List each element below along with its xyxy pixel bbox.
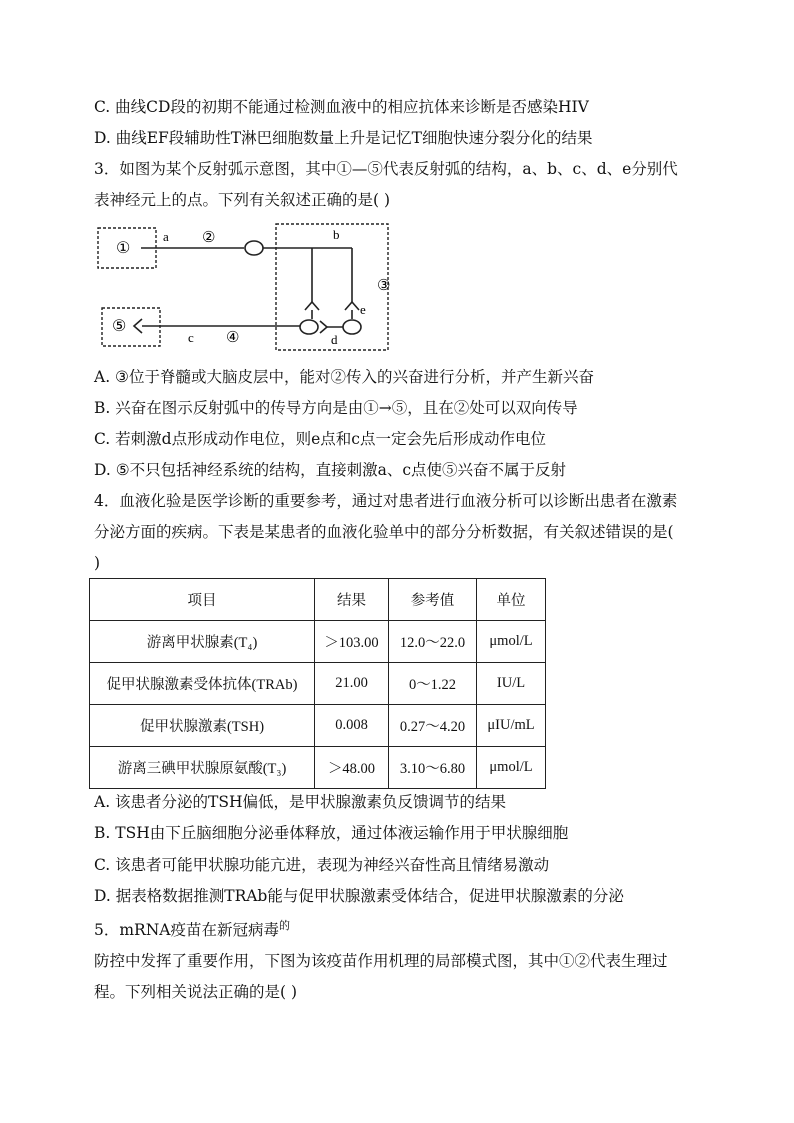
label-1: ①	[116, 240, 131, 257]
q4-option-c: C. 该患者可能甲状腺功能亢进，表现为神经兴奋性高且情绪易激动	[94, 856, 550, 874]
header-reference: 参考值	[389, 579, 477, 621]
cell-result: ＞103.00	[315, 621, 389, 663]
table-row	[90, 747, 546, 789]
header-unit: 单位	[477, 579, 546, 621]
cell-result: 21.00	[315, 663, 389, 705]
q4-option-d: D. 据表格数据推测TRAb能与促甲状腺激素受体结合，促进甲状腺激素的分泌	[94, 887, 624, 905]
q2-option-c: C. 曲线CD段的初期不能通过检测血液中的相应抗体来诊断是否感染HIV	[94, 98, 589, 116]
q5-stem-text: 5．mRNA疫苗在新冠病毒	[94, 921, 279, 939]
q3-stem-line2: 表神经元上的点。下列有关叙述正确的是( )	[94, 191, 391, 209]
q3-option-b: B. 兴奋在图示反射弧中的传导方向是由①→⑤，且在②处可以双向传导	[94, 399, 578, 417]
cell-unit: IU/L	[477, 663, 546, 705]
effector-box	[102, 308, 160, 346]
q5-stem-line1	[94, 920, 290, 942]
q5-stem-line2: 防控中发挥了重要作用，下图为该疫苗作用机理的局部模式图，其中①②代表生理过	[94, 952, 668, 970]
label-b: b	[333, 227, 340, 242]
label-2: ②	[202, 230, 216, 246]
label-d: d	[331, 332, 338, 347]
table-row	[90, 621, 546, 663]
q3-stem-line1: 3．如图为某个反射弧示意图，其中①—⑤代表反射弧的结构，a、b、c、d、e分别代	[94, 160, 678, 178]
q5-stem-superscript: 的	[279, 919, 290, 932]
q4-option-b: B. TSH由下丘脑细胞分泌垂体释放，通过体液运输作用于甲状腺细胞	[94, 824, 569, 842]
q4-stem-line3: )	[94, 554, 101, 572]
q3-option-a: A. ③位于脊髓或大脑皮层中，能对②传入的兴奋进行分析，并产生新兴奋	[94, 368, 594, 386]
cell-reference: 0.27～4.20	[389, 705, 477, 747]
cell-item: 游离甲状腺素(T₄)	[90, 621, 315, 663]
q5-stem-line3: 程。下列相关说法正确的是( )	[94, 983, 298, 1001]
afferent-cell-body	[245, 241, 263, 255]
cell-result: 0.008	[315, 705, 389, 747]
header-item: 项目	[90, 579, 315, 621]
q4-option-a: A. 该患者分泌的TSH偏低，是甲状腺激素负反馈调节的结果	[94, 793, 507, 811]
cell-result: ＞48.00	[315, 747, 389, 789]
cell-unit: μIU/mL	[477, 705, 546, 747]
cell-reference: 0～1.22	[389, 663, 477, 705]
label-4: ④	[226, 330, 240, 346]
q4-stem-line1: 4．血液化验是医学诊断的重要参考，通过对患者进行血液分析可以诊断出患者在激素	[94, 492, 678, 510]
reflex-arc-figure	[96, 222, 396, 356]
cell-reference: 12.0～22.0	[389, 621, 477, 663]
label-e: e	[360, 302, 366, 317]
label-5: ⑤	[112, 318, 127, 335]
cell-unit: μmol/L	[477, 621, 546, 663]
label-a: a	[163, 229, 169, 244]
q3-option-c: C. 若刺激d点形成动作电位，则e点和c点一定会先后形成动作电位	[94, 430, 546, 448]
q3-option-d: D. ⑤不只包括神经系统的结构，直接刺激a、c点使⑤兴奋不属于反射	[94, 461, 567, 479]
interneuron-cell-body	[343, 320, 361, 334]
efferent-cell-body	[300, 320, 318, 334]
label-3: ③	[377, 278, 391, 294]
cell-item: 游离三碘甲状腺原氨酸(T₃)	[90, 747, 315, 789]
table-row	[90, 705, 546, 747]
header-result: 结果	[315, 579, 389, 621]
table-row	[90, 663, 546, 705]
cell-item: 促甲状腺激素受体抗体(TRAb)	[90, 663, 315, 705]
table-header-row	[90, 579, 546, 621]
q2-option-d: D. 曲线EF段辅助性T淋巴细胞数量上升是记忆T细胞快速分裂分化的结果	[94, 129, 593, 147]
cell-reference: 3.10～6.80	[389, 747, 477, 789]
cell-item: 促甲状腺激素(TSH)	[90, 705, 315, 747]
cell-unit: μmol/L	[477, 747, 546, 789]
q4-stem-line2: 分泌方面的疾病。下表是某患者的血液化验单中的部分分析数据，有关叙述错误的是(	[94, 523, 674, 541]
blood-test-table	[89, 578, 546, 789]
label-c: c	[188, 330, 194, 345]
